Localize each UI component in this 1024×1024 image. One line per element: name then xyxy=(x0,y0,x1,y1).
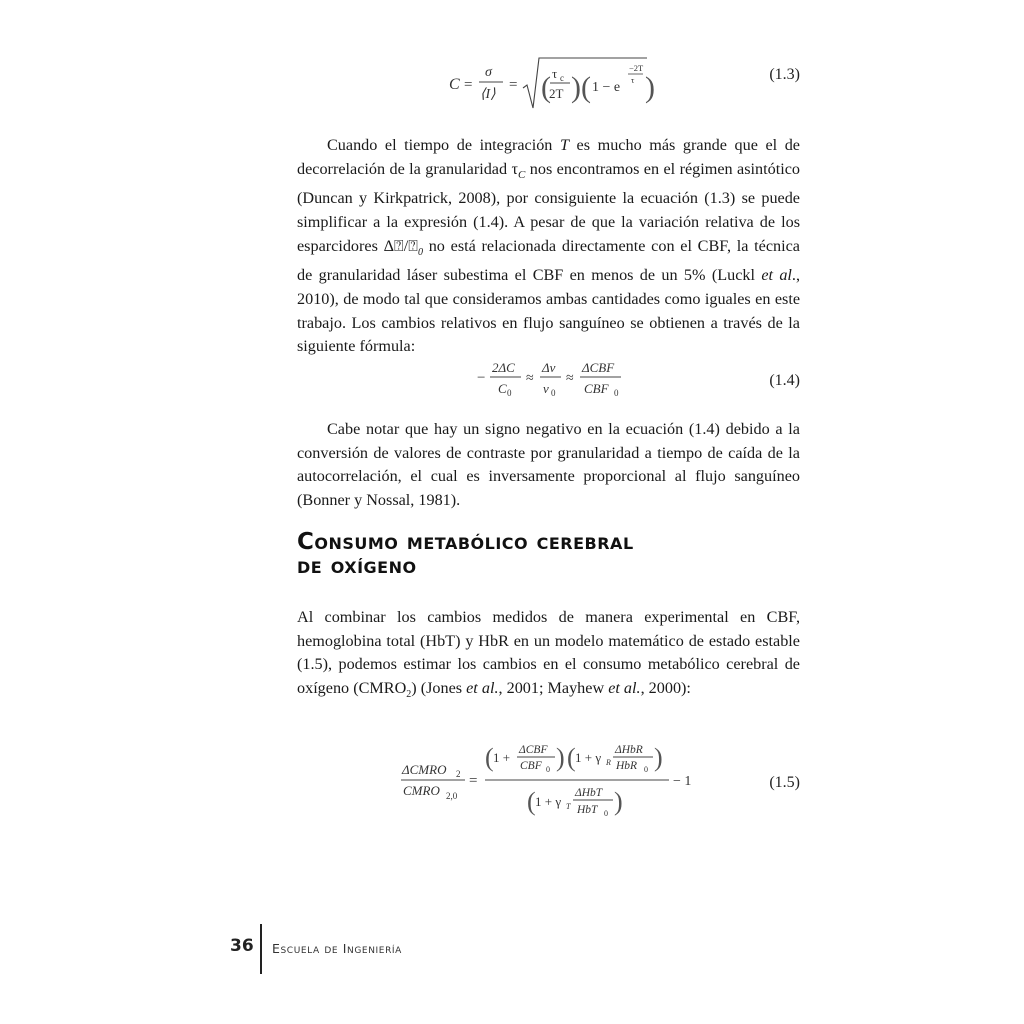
p3-text-b: ) (Jones xyxy=(411,678,467,697)
eq14-num3: ΔCBF xyxy=(582,360,615,375)
eq13-paren-close-2: ) xyxy=(645,71,655,104)
eq15-t-sub: T xyxy=(566,802,571,811)
section-heading xyxy=(297,530,800,578)
p3-sub-2: 2 xyxy=(406,689,412,701)
eq13-one-minus-e: 1 − e xyxy=(592,80,621,95)
equation-number-1-3: (1.3) xyxy=(769,66,800,83)
eq15-lhs-num-sub: 2 xyxy=(456,769,461,779)
p1-etal: et al xyxy=(761,266,792,285)
paragraph-1 xyxy=(297,134,800,359)
equation-number-1-5: (1.5) xyxy=(769,774,800,791)
p1-tau: τ xyxy=(511,159,519,178)
eq13-tau: τ xyxy=(552,66,558,81)
p3-etal-1: et al. xyxy=(466,678,499,697)
equation-1-3-formula xyxy=(447,52,707,112)
footer-divider xyxy=(260,924,262,974)
section-heading-line-2: de oxígeno xyxy=(297,553,417,579)
eq14-approx-2: ≈ xyxy=(566,371,574,386)
eq14-den1-sub: 0 xyxy=(507,388,512,398)
section-heading-line-1: Consumo metabólico cerebral xyxy=(297,529,634,555)
p1-text-c: nos encontramos en el régimen asintótico (Duncan y Kirkpatrick, 2008), por consiguiente la ecuación (1.3) se puede simplificar a la expresión (1.4). A pesar de que la variación relativa de los esparcidores Δ xyxy=(297,159,800,255)
paragraph-2-text: Cabe notar que hay un signo negativo en la ecuación (1.4) debido a la conversión de valores de contraste por granularidad a tiempo de caída de la autocorrelación, el cual es inversamente proporcional al flujo sanguíneo (Bonner y Nossal, 1981). xyxy=(297,420,800,509)
p3-etal-2: et al. xyxy=(608,678,641,697)
eq15-paren-a-open: ( xyxy=(485,743,494,772)
p1-text-e: ., 2010), de modo tal que consideramos ambas cantidades como iguales en este trabajo. Los cambios relativos en flujo sanguíneo se obtienen a través de la siguiente fórmula: xyxy=(297,266,801,356)
eq14-minus: − xyxy=(477,370,486,386)
eq13-mean-i: ⟨I⟩ xyxy=(480,87,496,102)
equation-1-4-formula xyxy=(475,352,655,404)
eq14-den2: v xyxy=(543,381,549,396)
eq13-exp-den: τ xyxy=(631,75,635,85)
eq15-equals: = xyxy=(469,773,478,789)
eq13-2t: 2T xyxy=(549,86,564,101)
equation-1-4 xyxy=(297,352,800,404)
eq14-den3-sub: 0 xyxy=(614,388,619,398)
page-number: 36 xyxy=(230,936,254,956)
equation-1-3 xyxy=(297,52,800,112)
p3-text-d: , 2000): xyxy=(640,678,691,697)
eq15-cbf0: CBF xyxy=(520,760,542,772)
eq14-num1: 2ΔC xyxy=(492,360,515,375)
eq13-paren-close: ) xyxy=(571,71,581,104)
p1-glyph-2-sub: 0 xyxy=(417,246,423,258)
p3-text-a: Al combinar los cambios medidos de manera experimental en CBF, hemoglobina total (HbT) y HbR en un modelo matemático de estado estable (1.5), podemos estimar los cambios en el consumo metabólico cerebral de oxígeno (CMRO xyxy=(297,608,800,697)
eq13-equals: = xyxy=(464,77,473,93)
p1-var-t: T xyxy=(559,136,569,154)
eq15-lhs-den-sub: 2,0 xyxy=(446,791,458,801)
eq13-sigma: σ xyxy=(485,65,492,80)
eq15-hbt0-sub: 0 xyxy=(604,809,608,818)
eq15-term1: 1 + xyxy=(493,750,511,765)
eq15-lhs-num: ΔCMRO xyxy=(402,762,447,777)
eq13-exp-num: −2T xyxy=(629,63,644,73)
eq15-gamma-t: 1 + γ xyxy=(535,794,562,809)
eq15-dhbt: ΔHbT xyxy=(575,787,603,799)
eq15-paren-b-open: ( xyxy=(567,743,576,772)
equation-1-5-formula xyxy=(401,738,721,824)
eq13-equals-2: = xyxy=(509,77,518,93)
eq15-lhs-den: CMRO xyxy=(403,783,440,798)
p1-text-a: Cuando el tiempo de integración xyxy=(327,136,560,154)
eq15-paren-b-close: ) xyxy=(654,743,663,772)
eq14-den3: CBF xyxy=(584,381,609,396)
p3-text-c: , 2001; Mayhew xyxy=(498,678,609,697)
eq13-paren-open-2: ( xyxy=(581,71,591,104)
eq15-r-sub: R xyxy=(606,758,611,767)
eq14-den1: C xyxy=(498,381,507,396)
equation-number-1-4: (1.4) xyxy=(769,372,800,389)
eq13-lhs: C xyxy=(449,76,460,93)
p1-tau-sub: C xyxy=(518,168,526,181)
footer-school-name: Escuela de Ingeniería xyxy=(272,941,402,956)
eq15-hbr0: HbR xyxy=(616,760,638,772)
eq15-dcbf: ΔCBF xyxy=(519,744,548,756)
eq13-paren-open: ( xyxy=(541,71,551,104)
paragraph-1-text xyxy=(297,134,800,359)
eq15-hbr0-sub: 0 xyxy=(644,765,648,774)
p1-glyph-2: ⍰ xyxy=(408,236,418,255)
eq15-minus-one: − 1 xyxy=(673,774,692,789)
eq13-tau-sub: c xyxy=(560,73,564,83)
eq14-approx-1: ≈ xyxy=(526,371,534,386)
paragraph-3 xyxy=(297,606,800,707)
eq15-dhbr: ΔHbR xyxy=(615,744,643,756)
eq15-paren-a-close: ) xyxy=(556,743,565,772)
eq15-paren-c-close: ) xyxy=(614,787,623,816)
eq15-hbt0: HbT xyxy=(577,804,598,816)
eq15-paren-c-open: ( xyxy=(527,787,536,816)
eq14-num2: Δv xyxy=(542,360,556,375)
eq15-cbf0-sub: 0 xyxy=(546,765,550,774)
p1-slash: / xyxy=(403,236,409,255)
p1-text-b: es mucho más grande que el de decorrelación de la granularidad xyxy=(297,136,800,178)
paragraph-2 xyxy=(297,418,800,512)
equation-1-5 xyxy=(297,738,800,824)
paragraph-3-text xyxy=(297,606,800,707)
p1-text-d: no está relacionada directamente con el CBF, la técnica de granularidad láser subestima el CBF en menos de un 5% (Luckl xyxy=(297,236,800,285)
eq14-den2-sub: 0 xyxy=(551,388,556,398)
eq15-gamma-r: 1 + γ xyxy=(575,750,602,765)
p1-glyph-1: ⍰ xyxy=(394,236,404,255)
